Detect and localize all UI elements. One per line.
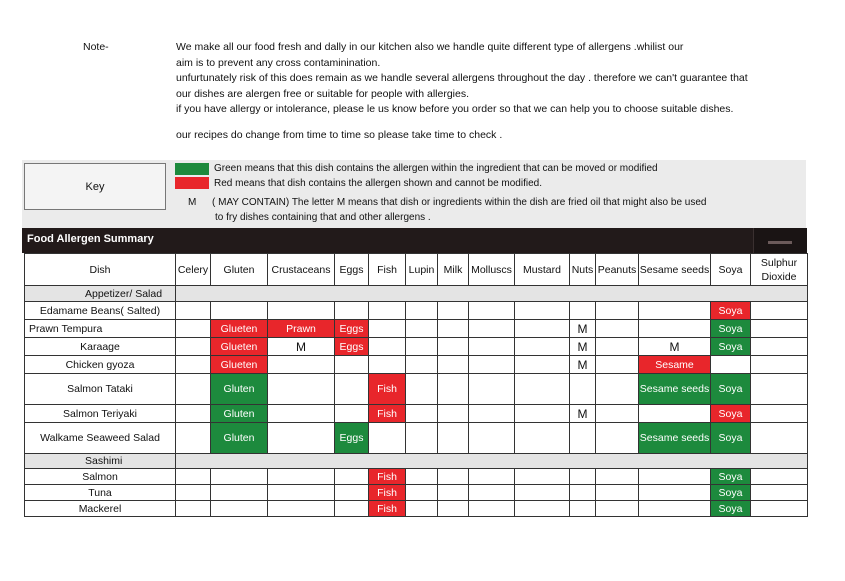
allergen-cell-nuts bbox=[570, 374, 596, 405]
column-header-soya: Soya bbox=[711, 254, 751, 286]
allergen-cell-celery bbox=[176, 374, 211, 405]
note-line: unfurtunately risk of this does remain as we handle several allergens throughout the day . therefore we can't guarantee that bbox=[176, 72, 748, 84]
dish-name: Mackerel bbox=[25, 501, 176, 517]
allergen-cell-eggs bbox=[335, 302, 369, 320]
allergen-cell-peanuts bbox=[596, 501, 639, 517]
allergen-cell-sesame-seeds bbox=[639, 469, 711, 485]
dish-name: Karaage bbox=[25, 338, 176, 356]
allergen-cell-nuts: M bbox=[570, 338, 596, 356]
allergen-cell-sulphur-dioxide bbox=[751, 501, 808, 517]
allergen-cell-peanuts bbox=[596, 302, 639, 320]
allergen-cell-crustaceans bbox=[268, 374, 335, 405]
column-header-crustaceans: Crustaceans bbox=[268, 254, 335, 286]
column-header-peanuts: Peanuts bbox=[596, 254, 639, 286]
table-row bbox=[25, 501, 808, 517]
allergen-cell-soya: Soya bbox=[711, 338, 751, 356]
allergen-cell-sesame-seeds bbox=[639, 302, 711, 320]
column-header-milk: Milk bbox=[438, 254, 469, 286]
allergen-cell-fish bbox=[369, 302, 406, 320]
allergen-cell-eggs bbox=[335, 485, 369, 501]
allergen-table bbox=[24, 253, 808, 517]
allergen-cell-milk bbox=[438, 405, 469, 423]
header-row bbox=[25, 254, 808, 286]
allergen-cell-celery bbox=[176, 501, 211, 517]
allergen-cell-crustaceans bbox=[268, 302, 335, 320]
allergen-cell-milk bbox=[438, 302, 469, 320]
note-line: our recipes do change from time to time so please take time to check . bbox=[176, 128, 503, 141]
allergen-cell-milk bbox=[438, 485, 469, 501]
allergen-cell-molluscs bbox=[469, 423, 515, 454]
allergen-cell-peanuts bbox=[596, 485, 639, 501]
dish-name: Salmon Teriyaki bbox=[25, 405, 176, 423]
allergen-cell-sulphur-dioxide bbox=[751, 485, 808, 501]
dish-name: Walkame Seaweed Salad bbox=[25, 423, 176, 454]
note-line: our dishes are alergen free or suitable for people with allergies. bbox=[176, 87, 470, 100]
allergen-cell-mustard bbox=[515, 356, 570, 374]
dish-name: Salmon Tataki bbox=[25, 374, 176, 405]
allergen-cell-soya: Soya bbox=[711, 405, 751, 423]
table-row bbox=[25, 423, 808, 454]
key-m-text: ( MAY CONTAIN) The letter M means that dish or ingredients within the dish are fried oil that might also be used bbox=[212, 197, 707, 208]
table-row bbox=[25, 405, 808, 423]
allergen-cell-peanuts bbox=[596, 338, 639, 356]
allergen-cell-eggs bbox=[335, 405, 369, 423]
allergen-cell-molluscs bbox=[469, 338, 515, 356]
dish-name: Salmon bbox=[25, 469, 176, 485]
allergen-cell-eggs bbox=[335, 374, 369, 405]
allergen-cell-sulphur-dioxide bbox=[751, 374, 808, 405]
table-row bbox=[25, 485, 808, 501]
allergen-cell-soya: Soya bbox=[711, 423, 751, 454]
allergen-cell-sulphur-dioxide bbox=[751, 320, 808, 338]
table-row bbox=[25, 356, 808, 374]
red-swatch bbox=[175, 177, 209, 189]
column-header-lupin: Lupin bbox=[406, 254, 438, 286]
allergen-cell-gluten: Glueten bbox=[211, 320, 268, 338]
allergen-cell-gluten: Gluten bbox=[211, 374, 268, 405]
allergen-cell-eggs bbox=[335, 356, 369, 374]
allergen-cell-sesame-seeds: Sesame seeds bbox=[639, 423, 711, 454]
allergen-cell-lupin bbox=[406, 405, 438, 423]
column-header-sulphur-dioxide: Sulphur Dioxide bbox=[751, 254, 808, 286]
allergen-cell-sulphur-dioxide bbox=[751, 469, 808, 485]
allergen-cell-fish bbox=[369, 356, 406, 374]
allergen-cell-peanuts bbox=[596, 374, 639, 405]
table-row bbox=[25, 320, 808, 338]
section-fill bbox=[176, 454, 808, 469]
allergen-cell-soya: Soya bbox=[711, 469, 751, 485]
allergen-cell-milk bbox=[438, 338, 469, 356]
allergen-cell-lupin bbox=[406, 302, 438, 320]
allergen-cell-milk bbox=[438, 320, 469, 338]
note-line: if you have allergy or intolerance, please le us know before you order so that we can help you to choose suitable dishes. bbox=[176, 103, 734, 115]
allergen-cell-eggs: Eggs bbox=[335, 338, 369, 356]
allergen-cell-sesame-seeds bbox=[639, 485, 711, 501]
allergen-cell-celery bbox=[176, 405, 211, 423]
green-swatch bbox=[175, 163, 209, 175]
allergen-cell-mustard bbox=[515, 501, 570, 517]
allergen-cell-fish: Fish bbox=[369, 501, 406, 517]
allergen-cell-milk bbox=[438, 423, 469, 454]
allergen-cell-nuts: M bbox=[570, 405, 596, 423]
allergen-cell-crustaceans bbox=[268, 501, 335, 517]
allergen-cell-milk bbox=[438, 356, 469, 374]
allergen-cell-molluscs bbox=[469, 501, 515, 517]
allergen-cell-milk bbox=[438, 501, 469, 517]
allergen-cell-sulphur-dioxide bbox=[751, 338, 808, 356]
table-row bbox=[25, 338, 808, 356]
allergen-cell-mustard bbox=[515, 338, 570, 356]
section-title: Appetizer/ Salad bbox=[25, 286, 176, 302]
allergen-cell-mustard bbox=[515, 405, 570, 423]
summary-title: Food Allergen Summary bbox=[27, 233, 154, 245]
allergen-cell-peanuts bbox=[596, 320, 639, 338]
allergen-cell-sesame-seeds bbox=[639, 320, 711, 338]
restaurant-logo bbox=[753, 228, 807, 253]
column-header-nuts: Nuts bbox=[570, 254, 596, 286]
allergen-cell-crustaceans bbox=[268, 469, 335, 485]
allergen-cell-nuts bbox=[570, 302, 596, 320]
allergen-cell-fish bbox=[369, 338, 406, 356]
allergen-cell-milk bbox=[438, 469, 469, 485]
note-label: Note- bbox=[83, 41, 109, 53]
allergen-cell-crustaceans bbox=[268, 356, 335, 374]
allergen-cell-celery bbox=[176, 320, 211, 338]
allergen-cell-gluten: Gluten bbox=[211, 405, 268, 423]
key-m-text-cont: to fry dishes containing that and other allergens . bbox=[215, 212, 431, 223]
allergen-cell-sesame-seeds: Sesame seeds bbox=[639, 374, 711, 405]
allergen-cell-lupin bbox=[406, 374, 438, 405]
allergen-cell-molluscs bbox=[469, 469, 515, 485]
allergen-cell-crustaceans bbox=[268, 423, 335, 454]
allergen-cell-fish: Fish bbox=[369, 405, 406, 423]
allergen-cell-eggs bbox=[335, 501, 369, 517]
allergen-cell-lupin bbox=[406, 501, 438, 517]
allergen-cell-celery bbox=[176, 469, 211, 485]
dish-name: Prawn Tempura bbox=[25, 320, 176, 338]
allergen-cell-sesame-seeds: Sesame bbox=[639, 356, 711, 374]
allergen-cell-fish: Fish bbox=[369, 374, 406, 405]
allergen-cell-nuts bbox=[570, 469, 596, 485]
allergen-cell-molluscs bbox=[469, 320, 515, 338]
column-header-molluscs: Molluscs bbox=[469, 254, 515, 286]
allergen-cell-eggs bbox=[335, 469, 369, 485]
allergen-cell-molluscs bbox=[469, 302, 515, 320]
allergen-cell-sesame-seeds: M bbox=[639, 338, 711, 356]
allergen-cell-gluten bbox=[211, 501, 268, 517]
allergen-cell-sulphur-dioxide bbox=[751, 356, 808, 374]
allergen-cell-sesame-seeds bbox=[639, 405, 711, 423]
key-m-letter: M bbox=[188, 197, 197, 208]
allergen-cell-nuts bbox=[570, 423, 596, 454]
allergen-cell-molluscs bbox=[469, 356, 515, 374]
allergen-cell-mustard bbox=[515, 485, 570, 501]
allergen-cell-nuts: M bbox=[570, 320, 596, 338]
section-row bbox=[25, 286, 808, 302]
note-line: We make all our food fresh and dally in our kitchen also we handle quite different type of allergens .whilist our bbox=[176, 41, 684, 53]
allergen-cell-celery bbox=[176, 423, 211, 454]
allergen-cell-sulphur-dioxide bbox=[751, 405, 808, 423]
section-fill bbox=[176, 286, 808, 302]
allergen-cell-fish bbox=[369, 320, 406, 338]
allergen-cell-lupin bbox=[406, 423, 438, 454]
allergen-cell-mustard bbox=[515, 320, 570, 338]
dish-name: Tuna bbox=[25, 485, 176, 501]
table-row bbox=[25, 374, 808, 405]
allergen-cell-crustaceans bbox=[268, 405, 335, 423]
allergen-cell-eggs: Eggs bbox=[335, 320, 369, 338]
allergen-cell-lupin bbox=[406, 338, 438, 356]
allergen-cell-gluten: Glueten bbox=[211, 356, 268, 374]
allergen-cell-crustaceans bbox=[268, 485, 335, 501]
allergen-cell-celery bbox=[176, 485, 211, 501]
column-header-dish: Dish bbox=[25, 254, 176, 286]
allergen-cell-sesame-seeds bbox=[639, 501, 711, 517]
allergen-cell-celery bbox=[176, 302, 211, 320]
allergen-cell-lupin bbox=[406, 469, 438, 485]
allergen-cell-gluten bbox=[211, 485, 268, 501]
allergen-cell-soya: Soya bbox=[711, 501, 751, 517]
allergen-cell-sulphur-dioxide bbox=[751, 302, 808, 320]
allergen-cell-nuts: M bbox=[570, 356, 596, 374]
allergen-cell-fish: Fish bbox=[369, 469, 406, 485]
allergen-cell-mustard bbox=[515, 302, 570, 320]
allergen-cell-soya: Soya bbox=[711, 485, 751, 501]
allergen-cell-soya: Soya bbox=[711, 302, 751, 320]
allergen-cell-peanuts bbox=[596, 405, 639, 423]
allergen-cell-milk bbox=[438, 374, 469, 405]
dish-name: Chicken gyoza bbox=[25, 356, 176, 374]
allergen-cell-peanuts bbox=[596, 423, 639, 454]
allergen-cell-soya: Soya bbox=[711, 374, 751, 405]
key-red-text: Red means that dish contains the allergen shown and cannot be modified. bbox=[214, 178, 542, 189]
allergen-cell-mustard bbox=[515, 469, 570, 485]
allergen-cell-molluscs bbox=[469, 485, 515, 501]
allergen-cell-lupin bbox=[406, 320, 438, 338]
allergen-cell-nuts bbox=[570, 501, 596, 517]
allergen-cell-gluten bbox=[211, 469, 268, 485]
section-row bbox=[25, 454, 808, 469]
column-header-celery: Celery bbox=[176, 254, 211, 286]
allergen-cell-lupin bbox=[406, 356, 438, 374]
section-title: Sashimi bbox=[25, 454, 176, 469]
allergen-cell-eggs: Eggs bbox=[335, 423, 369, 454]
allergen-cell-fish bbox=[369, 423, 406, 454]
allergen-cell-fish: Fish bbox=[369, 485, 406, 501]
allergen-cell-mustard bbox=[515, 374, 570, 405]
allergen-cell-molluscs bbox=[469, 374, 515, 405]
allergen-cell-mustard bbox=[515, 423, 570, 454]
allergen-cell-lupin bbox=[406, 485, 438, 501]
dish-name: Edamame Beans( Salted) bbox=[25, 302, 176, 320]
note-text bbox=[176, 40, 748, 143]
column-header-eggs: Eggs bbox=[335, 254, 369, 286]
table-row bbox=[25, 469, 808, 485]
allergen-cell-molluscs bbox=[469, 405, 515, 423]
allergen-cell-nuts bbox=[570, 485, 596, 501]
allergen-cell-peanuts bbox=[596, 356, 639, 374]
key-green-text: Green means that this dish contains the allergen within the ingredient that can be moved or modified bbox=[214, 163, 658, 174]
allergen-cell-soya bbox=[711, 356, 751, 374]
allergen-cell-celery bbox=[176, 338, 211, 356]
column-header-sesame-seeds: Sesame seeds bbox=[639, 254, 711, 286]
column-header-mustard: Mustard bbox=[515, 254, 570, 286]
allergen-cell-crustaceans: Prawn bbox=[268, 320, 335, 338]
allergen-cell-soya: Soya bbox=[711, 320, 751, 338]
allergen-cell-gluten: Gluten bbox=[211, 423, 268, 454]
column-header-fish: Fish bbox=[369, 254, 406, 286]
allergen-cell-gluten bbox=[211, 302, 268, 320]
allergen-cell-sulphur-dioxide bbox=[751, 423, 808, 454]
allergen-cell-celery bbox=[176, 356, 211, 374]
allergen-cell-gluten: Glueten bbox=[211, 338, 268, 356]
key-label: Key bbox=[24, 163, 166, 210]
allergen-cell-peanuts bbox=[596, 469, 639, 485]
note-line: aim is to prevent any cross contaminination. bbox=[176, 56, 381, 69]
allergen-cell-crustaceans: M bbox=[268, 338, 335, 356]
table-row bbox=[25, 302, 808, 320]
column-header-gluten: Gluten bbox=[211, 254, 268, 286]
